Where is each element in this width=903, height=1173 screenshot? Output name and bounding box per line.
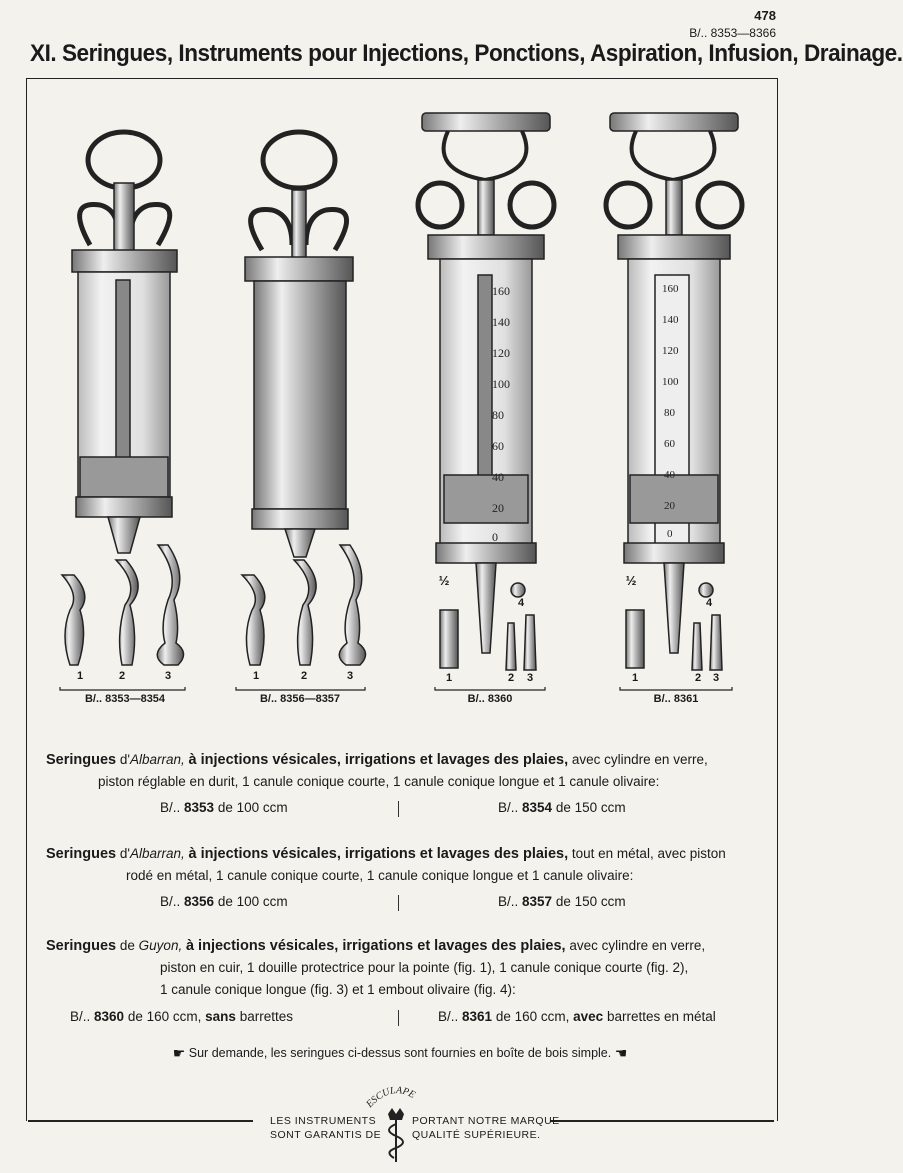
fig-label: 1 — [445, 672, 453, 684]
entry-heading: à injections vésicales, irrigations et lavages des plaies, — [185, 938, 566, 954]
svg-text:80: 80 — [492, 408, 504, 422]
svg-text:80: 80 — [664, 407, 675, 419]
svg-text:100: 100 — [492, 377, 510, 391]
ref-prefix: B/.. — [498, 800, 519, 815]
footer-rule-left — [28, 1120, 253, 1122]
ref-prefix: B/.. — [438, 1009, 459, 1024]
fig-label: 1 — [631, 672, 639, 684]
svg-text:60: 60 — [664, 438, 675, 450]
tip-label: 4 — [517, 597, 525, 609]
svg-text:40: 40 — [492, 470, 504, 484]
entry-maker-prefix: de — [119, 938, 135, 953]
entry-maker: Albarran, — [129, 846, 185, 861]
price-text: de 160 ccm, — [127, 1009, 202, 1024]
page-number: 478 — [754, 8, 776, 23]
divider — [398, 801, 399, 817]
ref-number: 8361 — [462, 1009, 493, 1024]
entry-maker-prefix: d' — [119, 846, 130, 861]
footer-rule-right — [550, 1120, 774, 1122]
syringe-ref: B/.. 8361 — [653, 693, 699, 705]
entry-desc: piston réglable en durit, 1 canule conique courte, 1 canule conique longue et 1 canule olivaire: — [98, 774, 660, 789]
fig-label: 2 — [300, 670, 308, 682]
entry-desc: tout en métal, avec piston — [571, 846, 726, 861]
svg-text:160: 160 — [662, 283, 679, 295]
fig-label: 2 — [694, 672, 702, 684]
svg-text:120: 120 — [662, 345, 679, 357]
svg-text:100: 100 — [662, 376, 679, 388]
price-item — [438, 1009, 716, 1024]
scale-fraction-label: ½ — [438, 573, 450, 588]
entry-maker: Albarran, — [129, 752, 185, 767]
svg-text:160: 160 — [492, 284, 510, 298]
footer-text: LES INSTRUMENTS — [270, 1115, 377, 1127]
entry-lead: Seringues — [46, 752, 117, 768]
syringe-illustrations — [30, 95, 770, 710]
footer-text: SONT GARANTIS DE — [270, 1129, 382, 1141]
fig-label: 3 — [164, 670, 172, 682]
ref-number: 8356 — [184, 894, 215, 909]
price-emphasis: sans — [205, 1009, 236, 1024]
svg-text:60: 60 — [492, 439, 504, 453]
price-text: de 100 ccm — [217, 894, 288, 909]
entry-desc: rodé en métal, 1 canule conique courte, 1 canule conique longue et 1 canule olivaire: — [126, 868, 634, 883]
esculape-logo — [350, 1080, 440, 1165]
price-text: de 160 ccm, — [495, 1009, 570, 1024]
price-text: barrettes — [239, 1009, 293, 1024]
note-text: Sur demande, les seringues ci-dessus sont fournies en boîte de bois simple. — [188, 1045, 612, 1060]
price-text: de 150 ccm — [555, 800, 626, 815]
divider — [398, 895, 399, 911]
product-entry — [30, 843, 770, 887]
entry-desc: piston en cuir, 1 douille protectrice pour la pointe (fig. 1), 1 canule conique courte (fig. 2), — [160, 960, 689, 975]
ref-prefix: B/.. — [70, 1009, 91, 1024]
fig-label: 3 — [526, 672, 534, 684]
divider — [398, 1010, 399, 1026]
price-item — [160, 800, 288, 815]
entry-maker: Guyon, — [138, 938, 183, 953]
price-text: de 100 ccm — [217, 800, 288, 815]
syringe-drawing — [30, 95, 770, 710]
ref-number: 8360 — [94, 1009, 125, 1024]
page-title: XI. Seringues, Instruments pour Injections, Ponctions, Aspiration, Infusion, Drainage. — [30, 40, 903, 67]
fig-label: 2 — [118, 670, 126, 682]
price-text: de 150 ccm — [555, 894, 626, 909]
cannulas-8353 — [62, 545, 184, 665]
svg-text:ESCULAPE: ESCULAPE — [364, 1085, 417, 1110]
ref-number: 8353 — [184, 800, 215, 815]
syringe-ref: B/.. 8360 — [467, 693, 513, 705]
fig-label: 3 — [712, 672, 720, 684]
syringe-8353 — [72, 132, 177, 553]
ref-number: 8357 — [522, 894, 553, 909]
ref-prefix: B/.. — [160, 894, 181, 909]
price-emphasis: avec — [573, 1009, 604, 1024]
price-item — [160, 894, 288, 909]
fig-label: 3 — [346, 670, 354, 682]
product-entry — [30, 749, 770, 793]
footer-text: QUALITÉ SUPÉRIEURE. — [412, 1129, 541, 1141]
ref-prefix: B/.. — [160, 800, 181, 815]
syringe-ref: B/.. 8356—8357 — [259, 693, 341, 705]
fig-label: 2 — [507, 672, 515, 684]
syringe-8360 — [418, 113, 554, 653]
svg-text:20: 20 — [664, 500, 675, 512]
price-item — [498, 800, 626, 815]
ref-range: B/.. 8353—8366 — [689, 26, 776, 40]
entry-lead: Seringues — [46, 938, 117, 954]
svg-text:0: 0 — [492, 530, 498, 544]
packaging-note — [150, 1045, 650, 1062]
entry-desc: avec cylindre en verre, — [571, 752, 708, 767]
fig-label: 1 — [252, 670, 260, 682]
entry-maker-prefix: d' — [119, 752, 130, 767]
svg-text:20: 20 — [492, 501, 504, 515]
svg-text:140: 140 — [662, 314, 679, 326]
product-entry — [30, 935, 770, 1001]
entry-desc: 1 canule conique longue (fig. 3) et 1 embout olivaire (fig. 4): — [160, 982, 516, 997]
entry-heading: à injections vésicales, irrigations et lavages des plaies, — [188, 752, 569, 768]
pointing-hand-right-icon: ☛ — [172, 1045, 186, 1061]
tip-label: 4 — [705, 597, 713, 609]
price-text: barrettes en métal — [606, 1009, 716, 1024]
entry-lead: Seringues — [46, 846, 117, 862]
svg-text:140: 140 — [492, 315, 510, 329]
svg-text:40: 40 — [664, 469, 675, 481]
svg-text:0: 0 — [667, 528, 673, 540]
cannulas-8356 — [242, 545, 366, 665]
svg-text:120: 120 — [492, 346, 510, 360]
price-item — [70, 1009, 293, 1024]
syringe-ref: B/.. 8353—8354 — [84, 693, 166, 705]
syringe-8356 — [245, 132, 353, 557]
ref-number: 8354 — [522, 800, 553, 815]
ref-prefix: B/.. — [498, 894, 519, 909]
price-item — [498, 894, 626, 909]
entry-heading: à injections vésicales, irrigations et lavages des plaies, — [188, 846, 569, 862]
fig-label: 1 — [76, 670, 84, 682]
entry-desc: avec cylindre en verre, — [569, 938, 706, 953]
footer-text: PORTANT NOTRE MARQUE — [412, 1115, 560, 1127]
pointing-hand-left-icon: ☚ — [614, 1045, 628, 1061]
scale-fraction-label: ½ — [625, 573, 637, 588]
